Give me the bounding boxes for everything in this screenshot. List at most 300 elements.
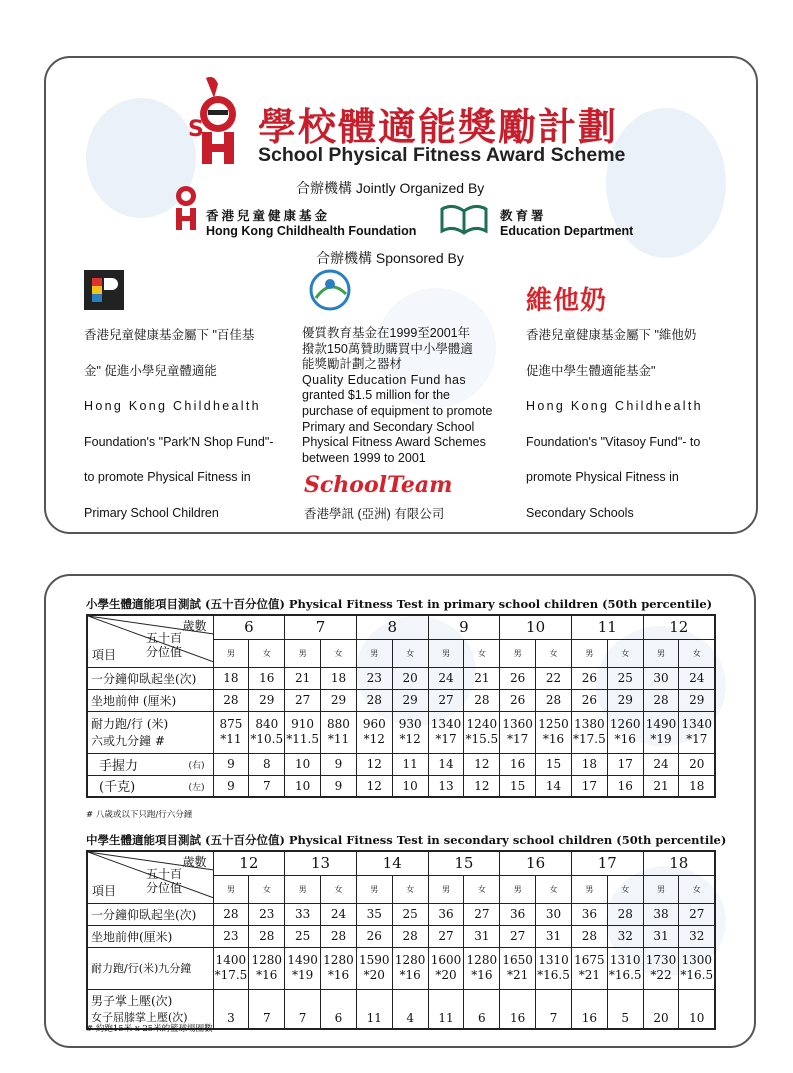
col2-line-1: 優質教育基金在1999至2001年 [302, 326, 471, 340]
age-header: 8 [356, 615, 428, 639]
table-cell: 7 [536, 989, 572, 1029]
age-header: 12 [213, 851, 285, 875]
table-cell: 6 [321, 989, 357, 1029]
run-cell [536, 947, 572, 989]
table-cell: 4 [392, 989, 428, 1029]
table-cell: 24 [321, 903, 357, 925]
female-header: 女 [607, 639, 643, 667]
table-cell: 9 [213, 753, 249, 775]
run-laps: *17 [686, 732, 708, 746]
secondary-table-title: 中學生體適能項目測試 (五十百分位值) Physical Fitness Test in secondary school children (50th percentile) [86, 833, 727, 847]
table-cell: 22 [536, 667, 572, 689]
run-label-line-2: 六或九分鐘 # [91, 734, 165, 748]
table-cell: 28 [643, 689, 679, 711]
table-row-endurance-run [87, 947, 715, 989]
table-cell: 18 [679, 775, 715, 797]
sponsored-by-heading: 合辦機構 Sponsored By [316, 250, 464, 266]
corner-percentile-label-2: 分位值 [146, 881, 183, 895]
run-laps: *16.5 [537, 968, 570, 982]
run-cell [428, 711, 464, 753]
col2-line-5: granted $1.5 million for the [302, 388, 451, 403]
run-laps: *11.5 [286, 732, 319, 746]
age-header: 6 [213, 615, 285, 639]
age-header: 10 [500, 615, 572, 639]
corner-age-label: 歲數 [182, 855, 207, 869]
run-laps: *11 [327, 732, 350, 746]
grip-label-text: (千克) [99, 780, 136, 796]
run-distance: 840 [255, 717, 279, 731]
col3-line-1: 香港兒童健康基金屬下 "維他奶 [526, 328, 697, 342]
col2-line-2: 撥款150萬贊助購買中小學體適 [302, 341, 473, 356]
male-header: 男 [213, 875, 249, 903]
run-cell [285, 947, 321, 989]
col2-line-6: purchase of equipment to promote [302, 403, 493, 418]
table-cell: 32 [679, 925, 715, 947]
table-corner-header [87, 851, 213, 903]
table-cell: 24 [428, 667, 464, 689]
run-distance: 1280 [394, 953, 426, 967]
run-distance: 1240 [466, 717, 498, 731]
table-cell: 9 [213, 775, 249, 797]
run-laps: *19 [650, 732, 672, 746]
run-laps: *16.5 [608, 968, 642, 982]
table-cell: 7 [249, 775, 285, 797]
run-distance: 1600 [430, 953, 462, 967]
run-cell [321, 947, 357, 989]
sponsor-column-qef [302, 326, 512, 466]
run-cell [500, 711, 536, 753]
table-cell: 29 [607, 689, 643, 711]
table-cell: 20 [643, 989, 679, 1029]
col1-line-5: to promote Physical Fitness in [84, 470, 251, 484]
org2-name-chinese: 教育署 [500, 209, 547, 223]
female-header: 女 [321, 639, 357, 667]
table-cell: 16 [607, 775, 643, 797]
table-cell: 24 [643, 753, 679, 775]
run-laps: *22 [650, 968, 672, 982]
grip-label-right [87, 753, 213, 775]
table-cell: 36 [428, 903, 464, 925]
run-distance: 875 [219, 717, 243, 731]
table-cell: 25 [607, 667, 643, 689]
run-distance: 1590 [359, 953, 390, 967]
corner-item-label: 項目 [92, 648, 117, 662]
table-cell: 27 [464, 903, 500, 925]
svg-text:S: S [188, 117, 204, 142]
table-row-grip-right [87, 753, 715, 775]
table-cell: 7 [249, 989, 285, 1029]
run-laps: *19 [291, 968, 314, 982]
table-cell: 36 [500, 903, 536, 925]
back-card [44, 574, 756, 1048]
female-header: 女 [536, 875, 572, 903]
table-cell: 21 [285, 667, 321, 689]
run-laps: *16 [256, 968, 278, 982]
female-header: 女 [536, 639, 572, 667]
run-cell [571, 711, 607, 753]
corner-percentile-label-1: 五十百 [146, 631, 183, 645]
run-distance: 1340 [681, 717, 712, 731]
table-cell: 17 [607, 753, 643, 775]
table-cell: 13 [428, 775, 464, 797]
run-cell [285, 711, 321, 753]
run-distance: 1650 [502, 953, 533, 967]
education-department-logo [438, 203, 490, 237]
run-distance: 1675 [574, 953, 605, 967]
table-cell: 29 [392, 689, 428, 711]
run-laps: *10.5 [250, 732, 284, 746]
primary-footnote: # 八歲或以下只跑/行六分鐘 [86, 810, 193, 820]
run-distance: 1490 [645, 717, 677, 731]
table-cell: 3 [213, 989, 249, 1029]
run-laps: *15.5 [465, 732, 499, 746]
col3-line-3: Hong Kong Childhealth [526, 399, 703, 413]
vitasoy-logo: 維他奶 [526, 286, 608, 316]
table-cell: 27 [500, 925, 536, 947]
run-distance: 1400 [215, 953, 247, 967]
female-header: 女 [464, 639, 500, 667]
row-label: 一分鐘仰臥起坐(次) [87, 903, 213, 925]
female-header: 女 [249, 875, 285, 903]
table-cell: 10 [285, 753, 321, 775]
male-header: 男 [428, 875, 464, 903]
jointly-organized-heading: 合辦機構 Jointly Organized By [296, 180, 485, 196]
secondary-fitness-table [86, 850, 716, 1030]
table-cell: 29 [679, 689, 715, 711]
female-header: 女 [321, 875, 357, 903]
run-distance: 930 [398, 717, 422, 731]
primary-fitness-table [86, 614, 716, 798]
grip-label-text: 手握力 [99, 758, 139, 774]
age-header: 9 [428, 615, 500, 639]
run-distance: 910 [291, 717, 315, 731]
org2-name-english: Education Department [500, 224, 634, 238]
col2-line-9: between 1999 to 2001 [302, 450, 426, 465]
col2-line-7: Primary and Secondary School [302, 419, 475, 434]
run-laps: *17 [507, 732, 529, 746]
table-cell: 21 [643, 775, 679, 797]
table-cell: 28 [607, 903, 643, 925]
run-distance: 1340 [430, 717, 462, 731]
table-cell: 12 [356, 753, 392, 775]
table-cell: 18 [321, 667, 357, 689]
run-distance: 1280 [466, 953, 498, 967]
female-header: 女 [392, 875, 428, 903]
age-header: 15 [428, 851, 500, 875]
table-cell: 14 [428, 753, 464, 775]
primary-table-title: 小學生體適能項目測試 (五十百分位值) Physical Fitness Test in primary school children (50th percentile) [86, 597, 713, 611]
table-cell: 25 [392, 903, 428, 925]
corner-item-label: 項目 [92, 884, 117, 898]
table-cell: 7 [285, 989, 321, 1029]
table-cell: 11 [356, 989, 392, 1029]
table-cell: 15 [536, 753, 572, 775]
row-label: 一分鐘仰臥起坐(次) [87, 667, 213, 689]
col3-line-4: Foundation's "Vitasoy Fund"- to [526, 434, 701, 449]
table-cell: 31 [464, 925, 500, 947]
run-distance: 1300 [681, 953, 712, 967]
school-health-mascot-logo [184, 74, 254, 166]
table-cell: 10 [679, 989, 715, 1029]
table-cell: 29 [321, 689, 357, 711]
table-row-endurance-run [87, 711, 715, 753]
female-header: 女 [464, 875, 500, 903]
run-distance: 1490 [287, 953, 318, 967]
run-laps: *12 [363, 732, 385, 746]
table-cell: 15 [500, 775, 536, 797]
table-cell: 11 [392, 753, 428, 775]
table-cell: 28 [571, 925, 607, 947]
grip-side-label: (左) [188, 782, 205, 793]
age-header: 16 [500, 851, 572, 875]
run-distance: 1250 [538, 717, 569, 731]
run-cell [464, 947, 500, 989]
table-cell: 8 [249, 753, 285, 775]
table-cell: 6 [464, 989, 500, 1029]
run-cell [571, 947, 607, 989]
row-label-endurance-run: 耐力跑/行(米)九分鐘 [87, 947, 213, 989]
table-cell: 11 [428, 989, 464, 1029]
table-cell: 10 [392, 775, 428, 797]
table-cell: 31 [536, 925, 572, 947]
run-cell [464, 711, 500, 753]
run-cell [213, 947, 249, 989]
table-cell: 33 [285, 903, 321, 925]
run-distance: 1280 [323, 953, 354, 967]
scheme-title-chinese: 學校體適能獎勵計劃 [258, 104, 619, 149]
male-header: 男 [356, 639, 392, 667]
table-cell: 12 [356, 775, 392, 797]
col2-line-3: 能獎勵計劃之器材 [302, 357, 403, 372]
corner-percentile-label-2: 分位值 [146, 645, 183, 659]
run-laps: *20 [363, 968, 385, 982]
run-distance: 1280 [251, 953, 283, 967]
sponsor-column-secondary [526, 318, 726, 531]
run-cell [428, 947, 464, 989]
col1-line-3: Hong Kong Childhealth [84, 399, 261, 413]
run-cell [643, 947, 679, 989]
table-cell: 23 [356, 667, 392, 689]
table-cell: 9 [321, 753, 357, 775]
run-cell [607, 711, 643, 753]
run-distance: 1310 [609, 953, 641, 967]
run-laps: *20 [435, 968, 457, 982]
age-header: 18 [643, 851, 715, 875]
col3-line-6: Secondary Schools [526, 505, 634, 520]
run-cell [356, 711, 392, 753]
table-cell: 20 [679, 753, 715, 775]
table-cell: 12 [464, 753, 500, 775]
run-distance: 1310 [538, 953, 569, 967]
table-cell: 28 [213, 903, 249, 925]
table-row-grip-left [87, 775, 715, 797]
run-cell [679, 947, 715, 989]
table-cell: 25 [285, 925, 321, 947]
table-cell: 35 [356, 903, 392, 925]
row-label: 坐地前伸 (厘米) [87, 689, 213, 711]
run-cell [500, 947, 536, 989]
table-cell: 27 [679, 903, 715, 925]
schoolteam-logo: SchoolTeam [304, 472, 453, 498]
table-cell: 32 [607, 925, 643, 947]
org1-name-chinese: 香港兒童健康基金 [206, 209, 331, 223]
table-cell: 38 [643, 903, 679, 925]
parknshop-logo [84, 270, 124, 310]
row-label-endurance-run [87, 711, 213, 753]
male-header: 男 [500, 639, 536, 667]
male-header: 男 [643, 639, 679, 667]
corner-percentile-label-1: 五十百 [146, 867, 183, 881]
table-cell: 28 [213, 689, 249, 711]
run-cell [356, 947, 392, 989]
table-cell: 26 [500, 689, 536, 711]
run-laps: *17 [435, 732, 457, 746]
table-cell: 18 [571, 753, 607, 775]
run-laps: *17.5 [214, 968, 248, 982]
run-distance: 1360 [502, 717, 533, 731]
run-laps: *17.5 [573, 732, 606, 746]
org1-name-english: Hong Kong Childhealth Foundation [206, 224, 417, 238]
table-row [87, 667, 715, 689]
table-cell: 28 [356, 689, 392, 711]
col1-line-4: Foundation's "Park'N Shop Fund"- [84, 434, 274, 449]
table-cell: 24 [679, 667, 715, 689]
female-header: 女 [392, 639, 428, 667]
table-cell: 14 [536, 775, 572, 797]
table-cell: 27 [428, 925, 464, 947]
run-cell [392, 947, 428, 989]
run-laps: *16 [327, 968, 350, 982]
run-distance: 960 [362, 717, 386, 731]
run-label-line-1: 耐力跑/行 (米) [91, 717, 169, 731]
run-cell [249, 711, 285, 753]
sponsor-column-primary [84, 318, 284, 531]
table-row [87, 925, 715, 947]
table-cell: 10 [285, 775, 321, 797]
table-cell: 26 [571, 689, 607, 711]
male-header: 男 [643, 875, 679, 903]
table-cell: 12 [464, 775, 500, 797]
run-distance: 1380 [574, 717, 605, 731]
table-cell: 20 [392, 667, 428, 689]
col1-line-6: Primary School Children [84, 505, 219, 520]
table-cell: 9 [321, 775, 357, 797]
table-cell: 27 [285, 689, 321, 711]
female-header: 女 [249, 639, 285, 667]
table-cell: 28 [464, 689, 500, 711]
run-distance: 1260 [609, 717, 641, 731]
female-header: 女 [679, 639, 715, 667]
table-cell: 36 [571, 903, 607, 925]
male-header: 男 [500, 875, 536, 903]
run-cell [213, 711, 249, 753]
run-distance: 880 [327, 717, 350, 731]
run-cell [643, 711, 679, 753]
push-label-female: 女子屈膝掌上壓(次) [91, 1011, 188, 1025]
table-cell: 28 [536, 689, 572, 711]
male-header: 男 [285, 875, 321, 903]
male-header: 男 [213, 639, 249, 667]
table-cell: 28 [392, 925, 428, 947]
run-laps: *21 [578, 968, 600, 982]
col2-line-4: Quality Education Fund has [302, 372, 466, 387]
table-cell: 5 [607, 989, 643, 1029]
run-laps: *16 [399, 968, 421, 982]
childhealth-foundation-logo [170, 182, 202, 232]
table-cell: 26 [356, 925, 392, 947]
table-corner-header [87, 615, 213, 667]
run-distance: 1730 [645, 953, 677, 967]
col1-line-2: 金" 促進小學兒童體適能 [84, 363, 217, 378]
secondary-footnote: # 約跑15米 x 25米的籃球場圈數 [86, 1024, 213, 1034]
age-header: 14 [356, 851, 428, 875]
run-cell [249, 947, 285, 989]
grip-label-left [87, 775, 213, 797]
female-header: 女 [679, 875, 715, 903]
table-cell: 28 [249, 925, 285, 947]
col1-line-1: 香港兒童健康基金屬下 "百佳基 [84, 328, 255, 342]
run-laps: *16.5 [680, 968, 714, 982]
run-laps: *16 [471, 968, 493, 982]
age-header: 11 [571, 615, 643, 639]
quality-education-fund-logo [308, 268, 352, 312]
table-cell: 27 [428, 689, 464, 711]
grip-side-label: (右) [188, 760, 205, 771]
table-cell: 26 [571, 667, 607, 689]
push-label-male: 男子掌上壓(次) [91, 994, 173, 1009]
row-label: 坐地前伸(厘米) [87, 925, 213, 947]
male-header: 男 [571, 639, 607, 667]
table-cell: 16 [500, 989, 536, 1029]
table-cell: 28 [321, 925, 357, 947]
table-cell: 30 [536, 903, 572, 925]
run-cell [607, 947, 643, 989]
table-cell: 23 [213, 925, 249, 947]
run-laps: *16 [614, 732, 636, 746]
table-cell: 23 [249, 903, 285, 925]
run-cell [679, 711, 715, 753]
run-laps: *16 [542, 732, 565, 746]
corner-age-label: 歲數 [182, 619, 207, 633]
table-row [87, 689, 715, 711]
run-laps: *21 [507, 968, 529, 982]
run-laps: *12 [399, 732, 421, 746]
run-cell [536, 711, 572, 753]
table-cell: 16 [500, 753, 536, 775]
run-cell [392, 711, 428, 753]
col3-line-2: 促進中學生體適能基金" [526, 363, 656, 378]
scheme-title-english: School Physical Fitness Award Scheme [258, 144, 626, 166]
table-cell: 21 [464, 667, 500, 689]
table-cell: 16 [249, 667, 285, 689]
col3-line-5: promote Physical Fitness in [526, 470, 679, 484]
male-header: 男 [571, 875, 607, 903]
run-laps: *11 [220, 732, 242, 746]
front-card [44, 56, 758, 534]
col2-line-8: Physical Fitness Award Schemes [302, 435, 486, 450]
male-header: 男 [428, 639, 464, 667]
run-cell [321, 711, 357, 753]
male-header: 男 [356, 875, 392, 903]
female-header: 女 [607, 875, 643, 903]
table-cell: 26 [500, 667, 536, 689]
table-cell: 17 [571, 775, 607, 797]
table-cell: 29 [249, 689, 285, 711]
age-header: 7 [285, 615, 357, 639]
table-cell: 16 [571, 989, 607, 1029]
male-header: 男 [285, 639, 321, 667]
table-cell: 30 [643, 667, 679, 689]
